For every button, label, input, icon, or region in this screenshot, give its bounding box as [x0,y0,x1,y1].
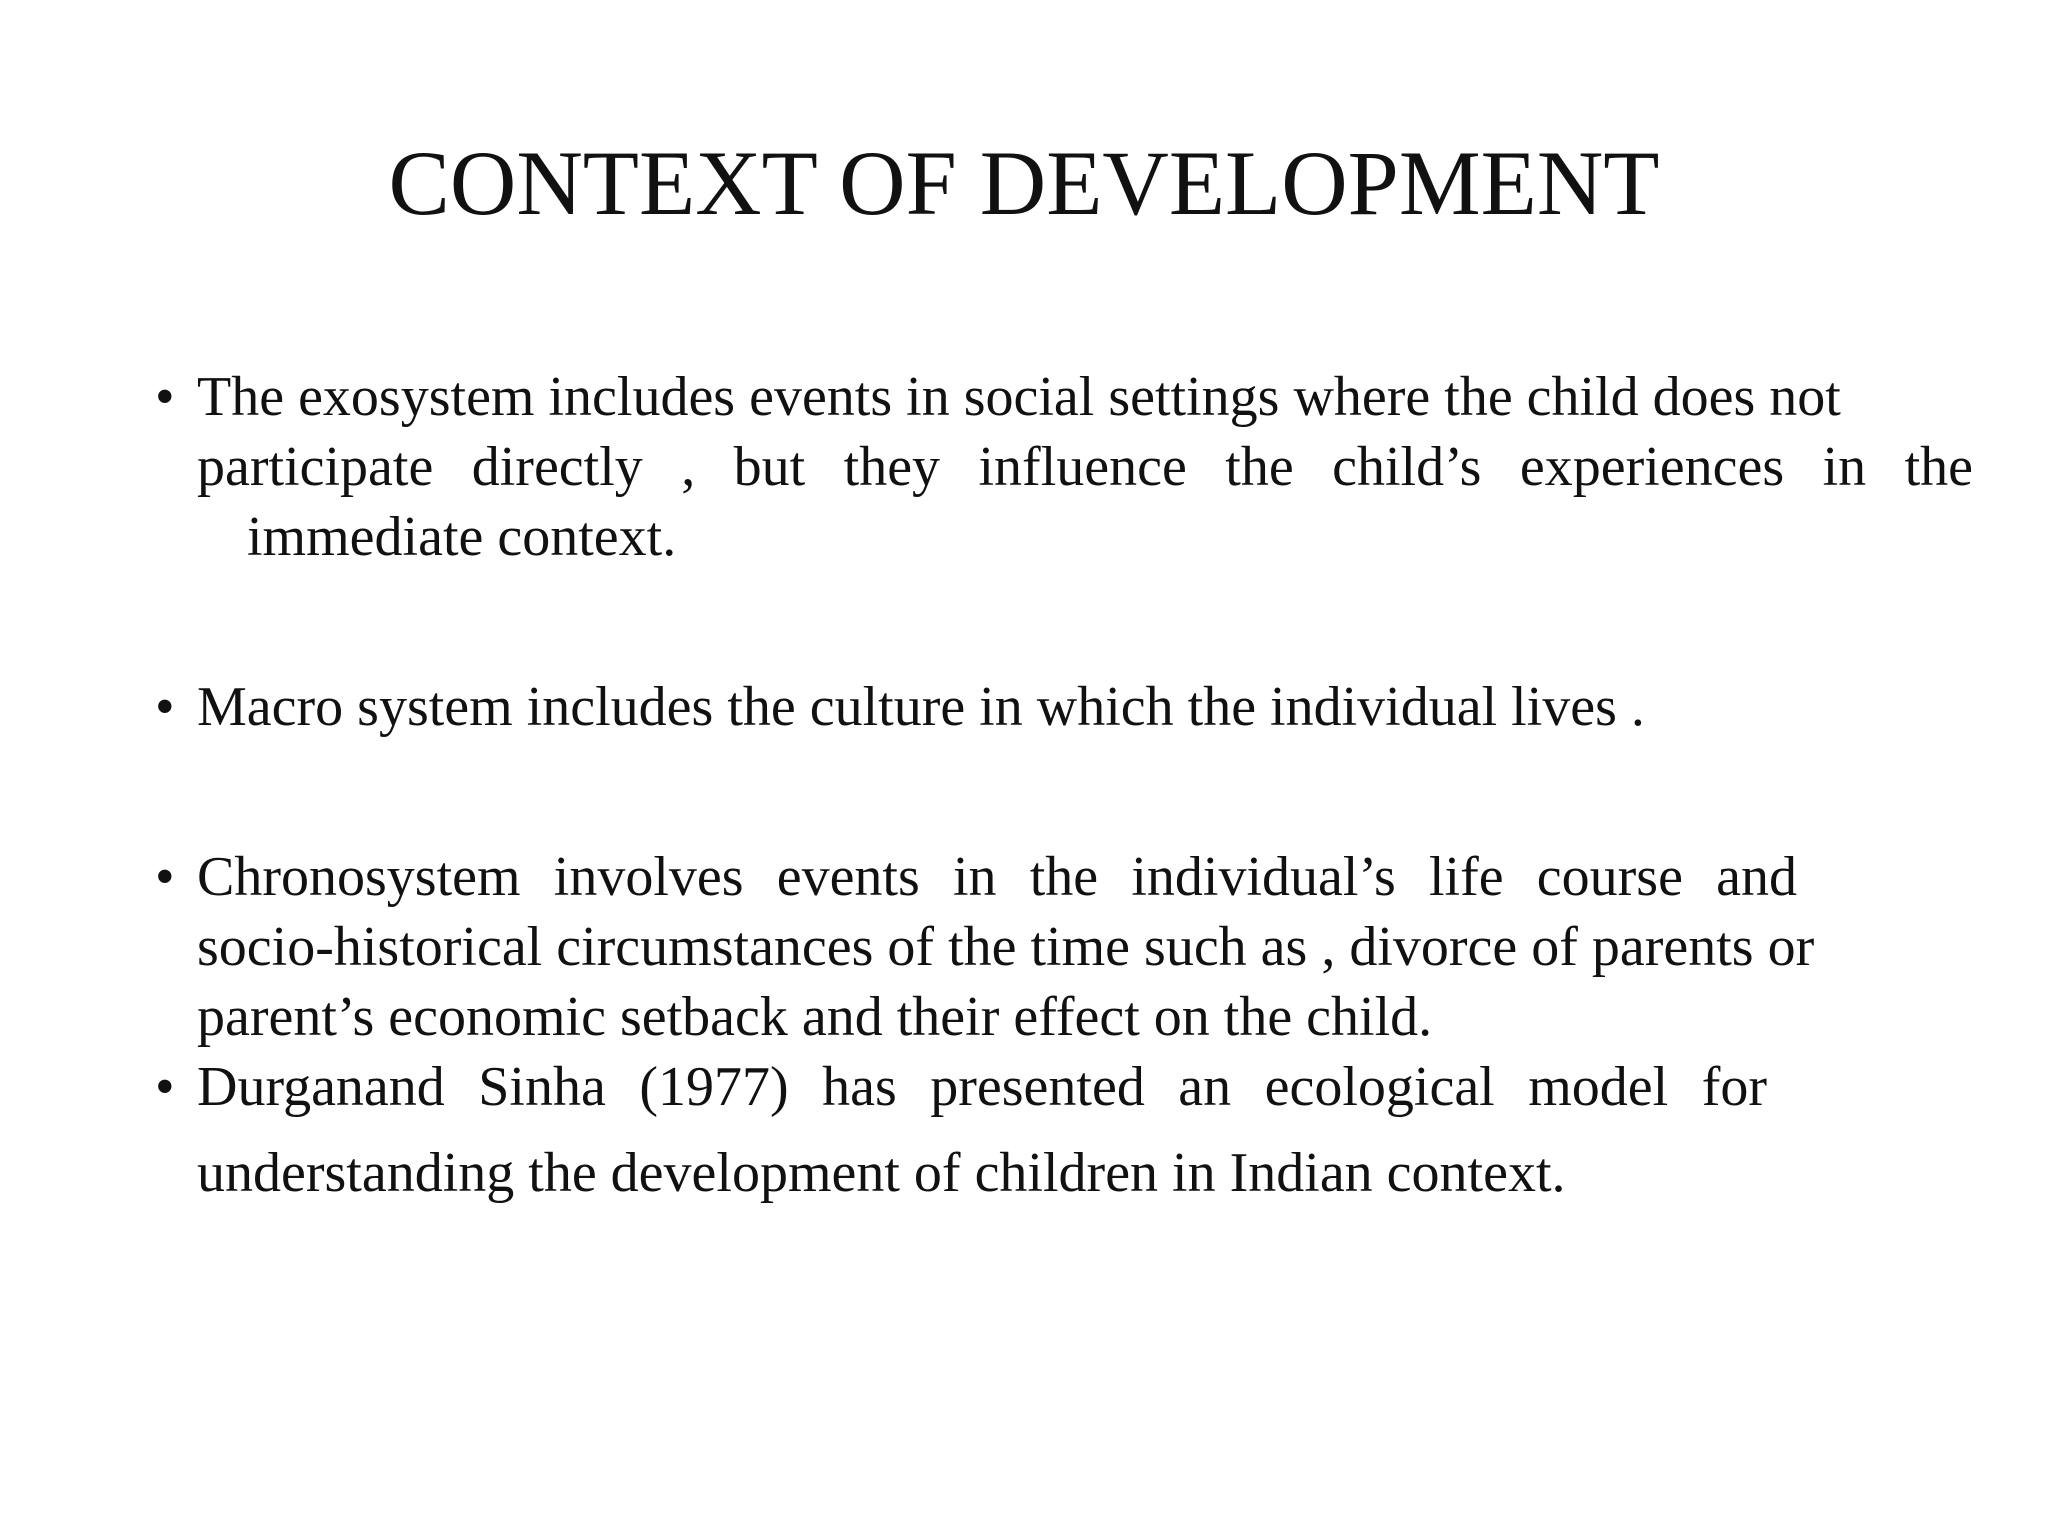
bullet-line: parent’s economic setback and their effect on the child. [197,986,1433,1048]
bullet-line: Chronosystem involves events in the individual’s life course and [197,846,1797,908]
bullet-item-durganand-sinha [155,1052,1975,1212]
bullet-line: understanding the development of children in Indian context. [197,1142,1566,1204]
bullet-line: socio-historical circumstances of the time such as , divorce of parents or [197,916,1815,978]
bullet-item-exosystem [155,362,1975,572]
bullet-line: immediate context. [247,506,677,568]
bullet-dot: • [155,676,175,738]
bullet-dot: • [155,1056,175,1118]
bullet-line: participate directly , but they influence the child’s experiences in the [197,436,1973,498]
bullet-line: Durganand Sinha (1977) has presented an ecological model for [197,1056,1767,1118]
bullet-dot: • [155,846,175,908]
bullet-line: The exosystem includes events in social settings where the child does not [197,366,1841,428]
bullet-item-chronosystem [155,842,1975,1052]
bullet-dot: • [155,366,175,428]
slide-title: CONTEXT OF DEVELOPMENT [388,132,1660,234]
bullet-item-macrosystem [155,672,1975,742]
bullet-line: Macro system includes the culture in which the individual lives . [197,676,1645,738]
